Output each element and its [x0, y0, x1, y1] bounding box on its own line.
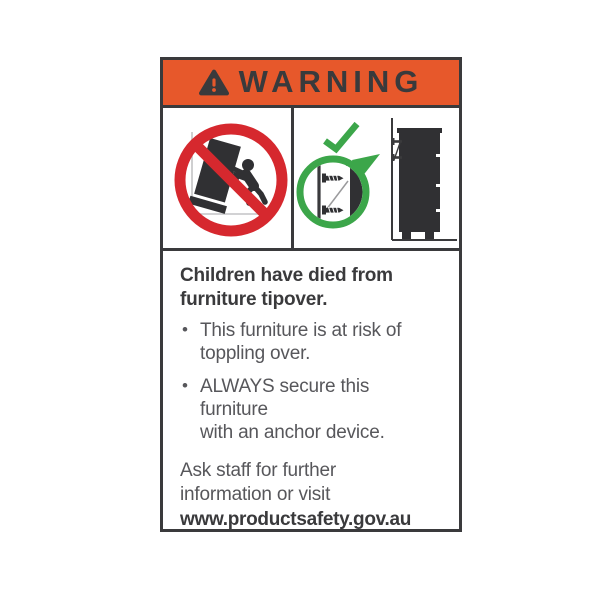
bullet-item-1 [180, 319, 441, 365]
bullet-1-line-1: This furniture is at risk of [200, 320, 402, 341]
anchored-furniture-pictogram-icon [294, 108, 459, 248]
prohibited-climbing-cell [163, 108, 294, 248]
warning-header [163, 60, 459, 108]
label-body [163, 251, 459, 532]
website-url: www.productsafety.gov.au [180, 509, 412, 530]
heading-line-1: Children have died from [180, 265, 393, 286]
bullet-1-line-2: toppling over. [200, 343, 311, 364]
pictogram-row [163, 108, 459, 251]
checkmark-icon [325, 124, 357, 149]
footer-line-1: Ask staff for further [180, 460, 336, 481]
footer-note [180, 459, 441, 532]
heading [180, 264, 441, 312]
heading-line-2: furniture tipover. [180, 289, 328, 310]
dresser-icon [397, 128, 442, 239]
bullet-2-line-2: with an anchor device. [200, 422, 385, 443]
warning-label [160, 57, 462, 532]
footer-line-2: information or visit [180, 484, 331, 505]
bullet-item-2 [180, 375, 441, 444]
anchored-furniture-cell [294, 108, 459, 248]
warning-triangle-icon [199, 69, 229, 96]
bullet-dot: • [182, 320, 188, 339]
bullet-dot: • [182, 376, 188, 395]
no-climbing-tipover-pictogram-icon [163, 108, 291, 248]
bullet-2-line-1: ALWAYS secure this furniture [200, 376, 370, 420]
warning-title: WARNING [238, 64, 424, 99]
